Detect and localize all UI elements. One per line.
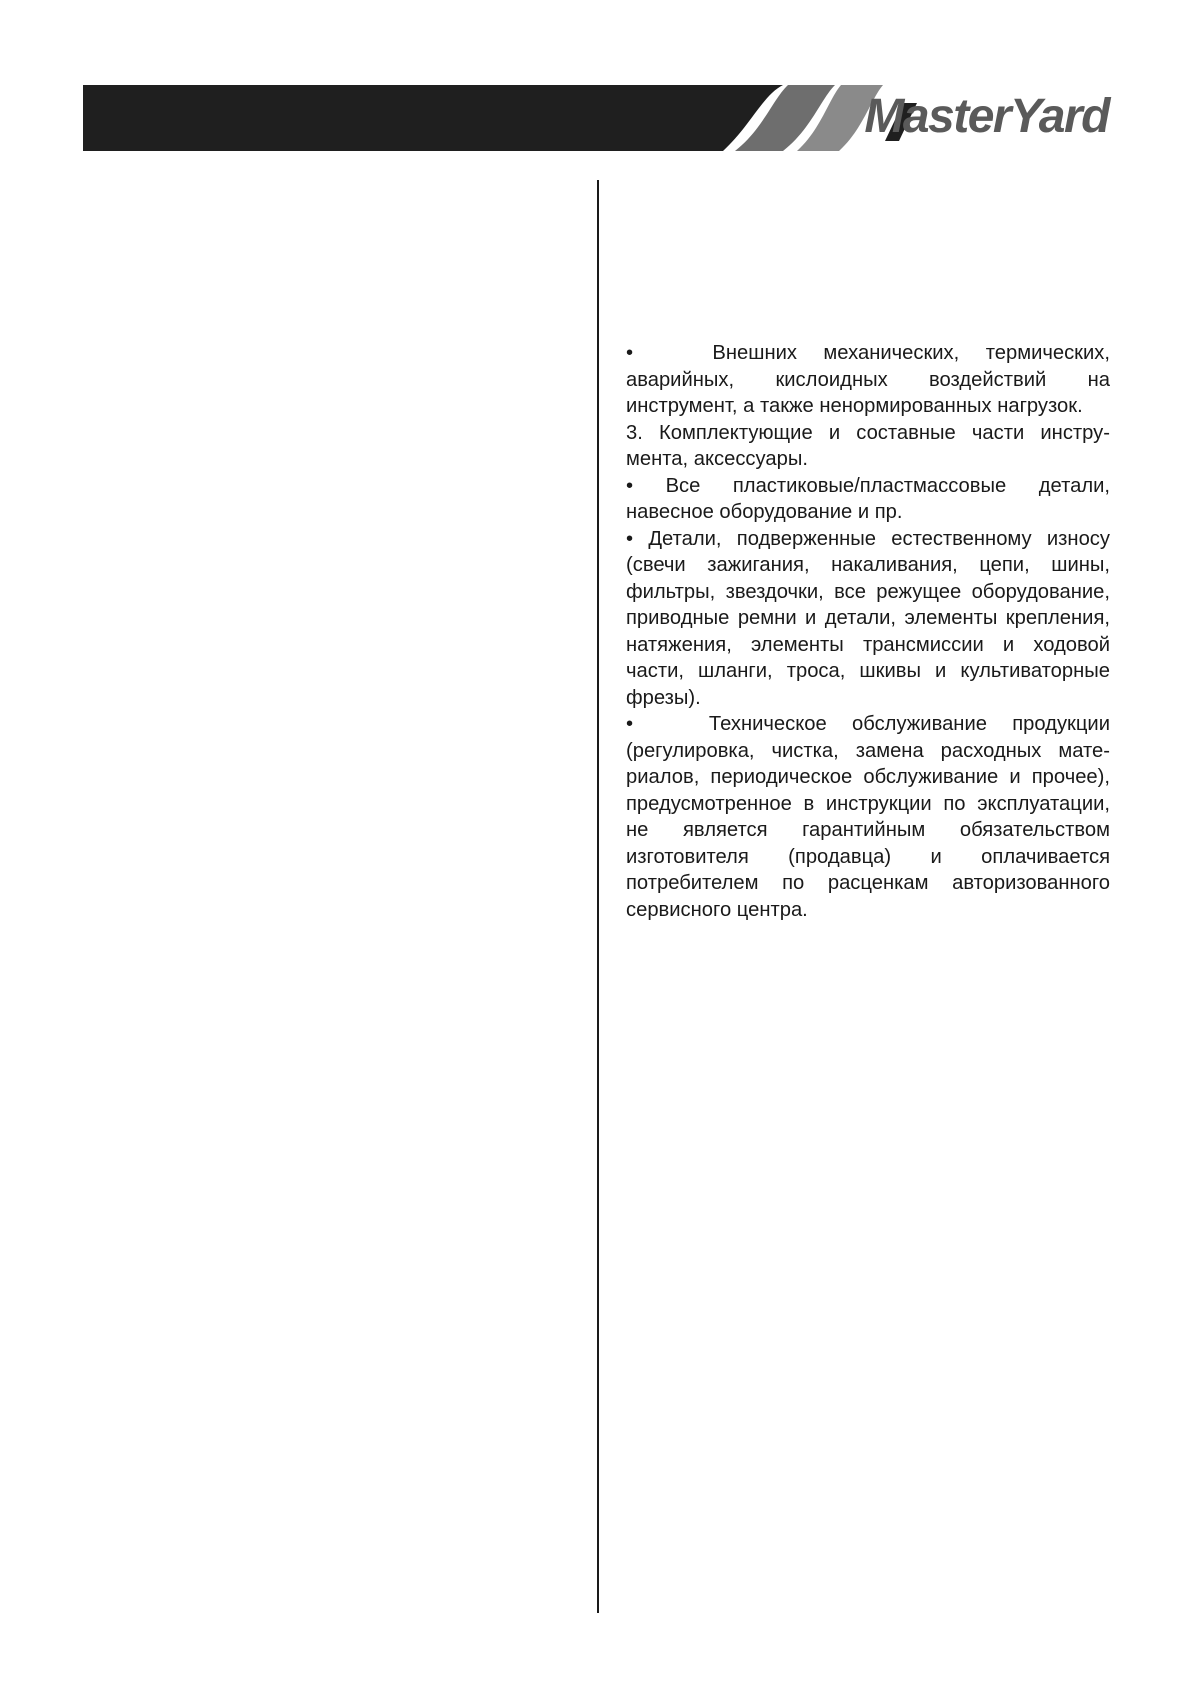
right-column-text	[626, 340, 1110, 923]
paragraph-wear-parts: • Детали, подверженные естественному износу (свечи зажигания, накаливания, цепи, шины, фильтры, звездочки, все режущее оборудование, приводные ремни и детали, элементы крепления, натяжения, элементы трансмиссии и ходовой части, шланги, троса, шкивы и культиваторные фрезы).	[626, 527, 1110, 709]
paragraph-components-heading: 3. Комплектующие и составные части инструмента, аксессуары.	[626, 421, 1110, 470]
paragraph-plastic-parts: • Все пластиковые/пластмассовые детали, навесное оборудование и пр.	[626, 474, 1110, 523]
column-divider	[597, 180, 599, 1613]
paragraph-maintenance: • Техническое обслуживание продукции (регулировка, чистка, замена расходных материалов, периодическое обслуживание и прочее), предусмотренное в инструкции по эксплуатации, не является гарантийным обязательством изготовителя (продавца) и оплачивается потребителем по расценкам авторизованного сервисного центра.	[626, 713, 1110, 921]
brand-logo-text: MasterYard	[864, 90, 1109, 143]
header-bar	[83, 85, 783, 151]
header-band	[83, 85, 1109, 151]
paragraph-external-damage: • Внешних механических, термических, аварийных, кислоидных воздействий на инструмент, а также ненормированных нагрузок.	[626, 342, 1110, 417]
